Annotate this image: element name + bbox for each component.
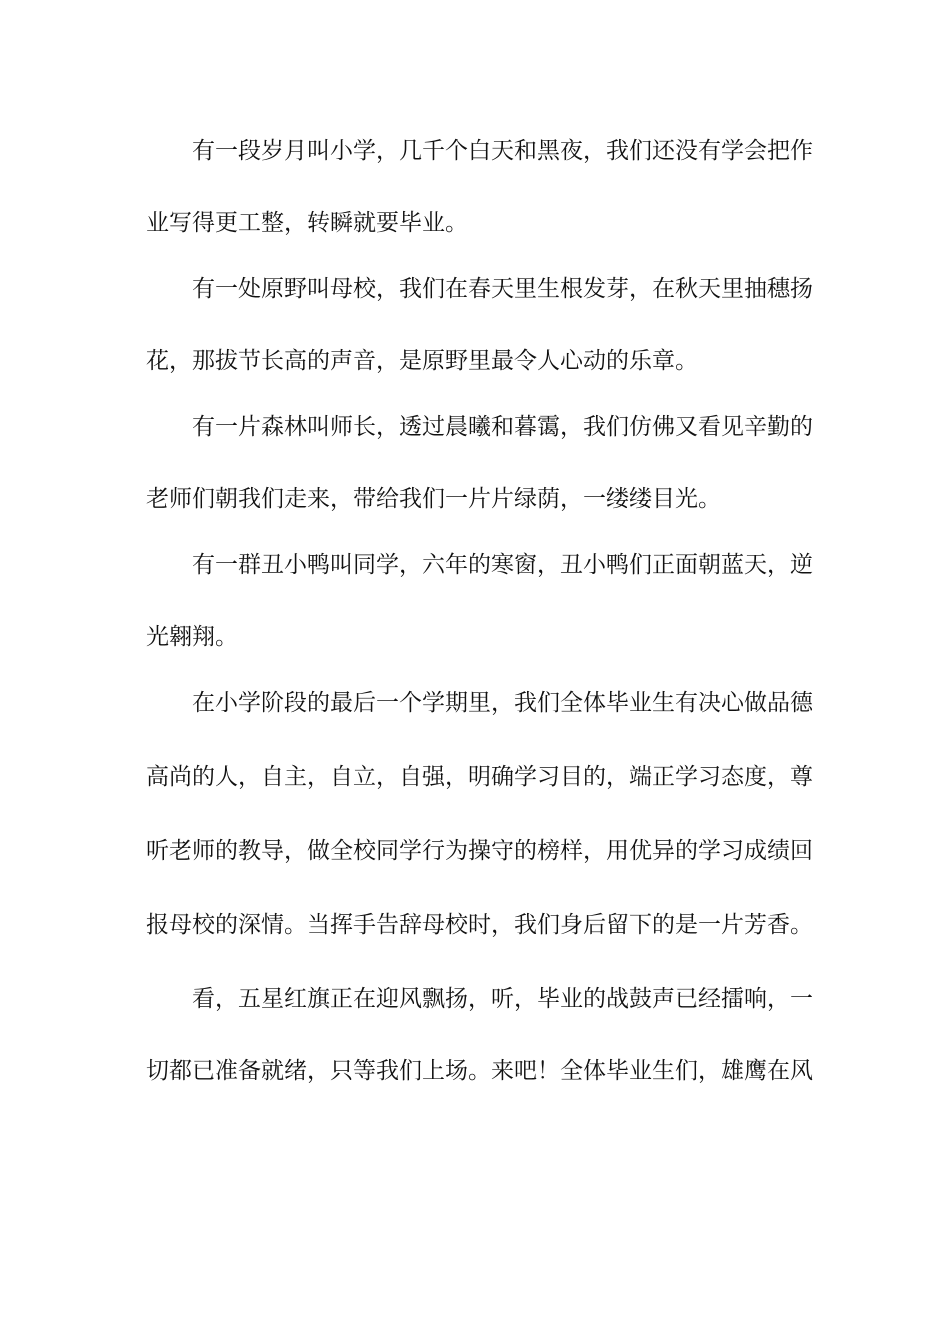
paragraph-3-line-2: 老师们朝我们走来，带给我们一片片绿荫，一缕缕目光。: [146, 486, 721, 512]
paragraph-6-line-2: 切都已准备就绪，只等我们上场。来吧！全体毕业生们，雄鹰在风: [146, 1058, 813, 1084]
paragraph-1-line-1: 有一段岁月叫小学，几千个白天和黑夜，我们还没有学会把作: [192, 138, 813, 164]
paragraph-4-line-1: 有一群丑小鸭叫同学，六年的寒窗，丑小鸭们正面朝蓝天，逆: [192, 552, 813, 578]
paragraph-5-line-1: 在小学阶段的最后一个学期里，我们全体毕业生有决心做品德: [192, 690, 813, 716]
paragraph-4-line-2: 光翱翔。: [146, 624, 238, 650]
paragraph-6-line-1: 看，五星红旗正在迎风飘扬，听，毕业的战鼓声已经擂响，一: [192, 986, 813, 1012]
paragraph-1-line-2: 业写得更工整，转瞬就要毕业。: [146, 210, 468, 236]
paragraph-2-line-1: 有一处原野叫母校，我们在春天里生根发芽，在秋天里抽穗扬: [192, 276, 813, 302]
paragraph-5-line-3: 听老师的教导，做全校同学行为操守的榜样，用优异的学习成绩回: [146, 838, 813, 864]
paragraph-5-line-4: 报母校的深情。当挥手告辞母校时，我们身后留下的是一片芳香。: [146, 912, 813, 938]
paragraph-2-line-2: 花，那拔节长高的声音，是原野里最令人心动的乐章。: [146, 348, 698, 374]
paragraph-5-line-2: 高尚的人，自主，自立，自强，明确学习目的，端正学习态度，尊: [146, 764, 813, 790]
paragraph-3-line-1: 有一片森林叫师长，透过晨曦和暮霭，我们仿佛又看见辛勤的: [192, 414, 813, 440]
